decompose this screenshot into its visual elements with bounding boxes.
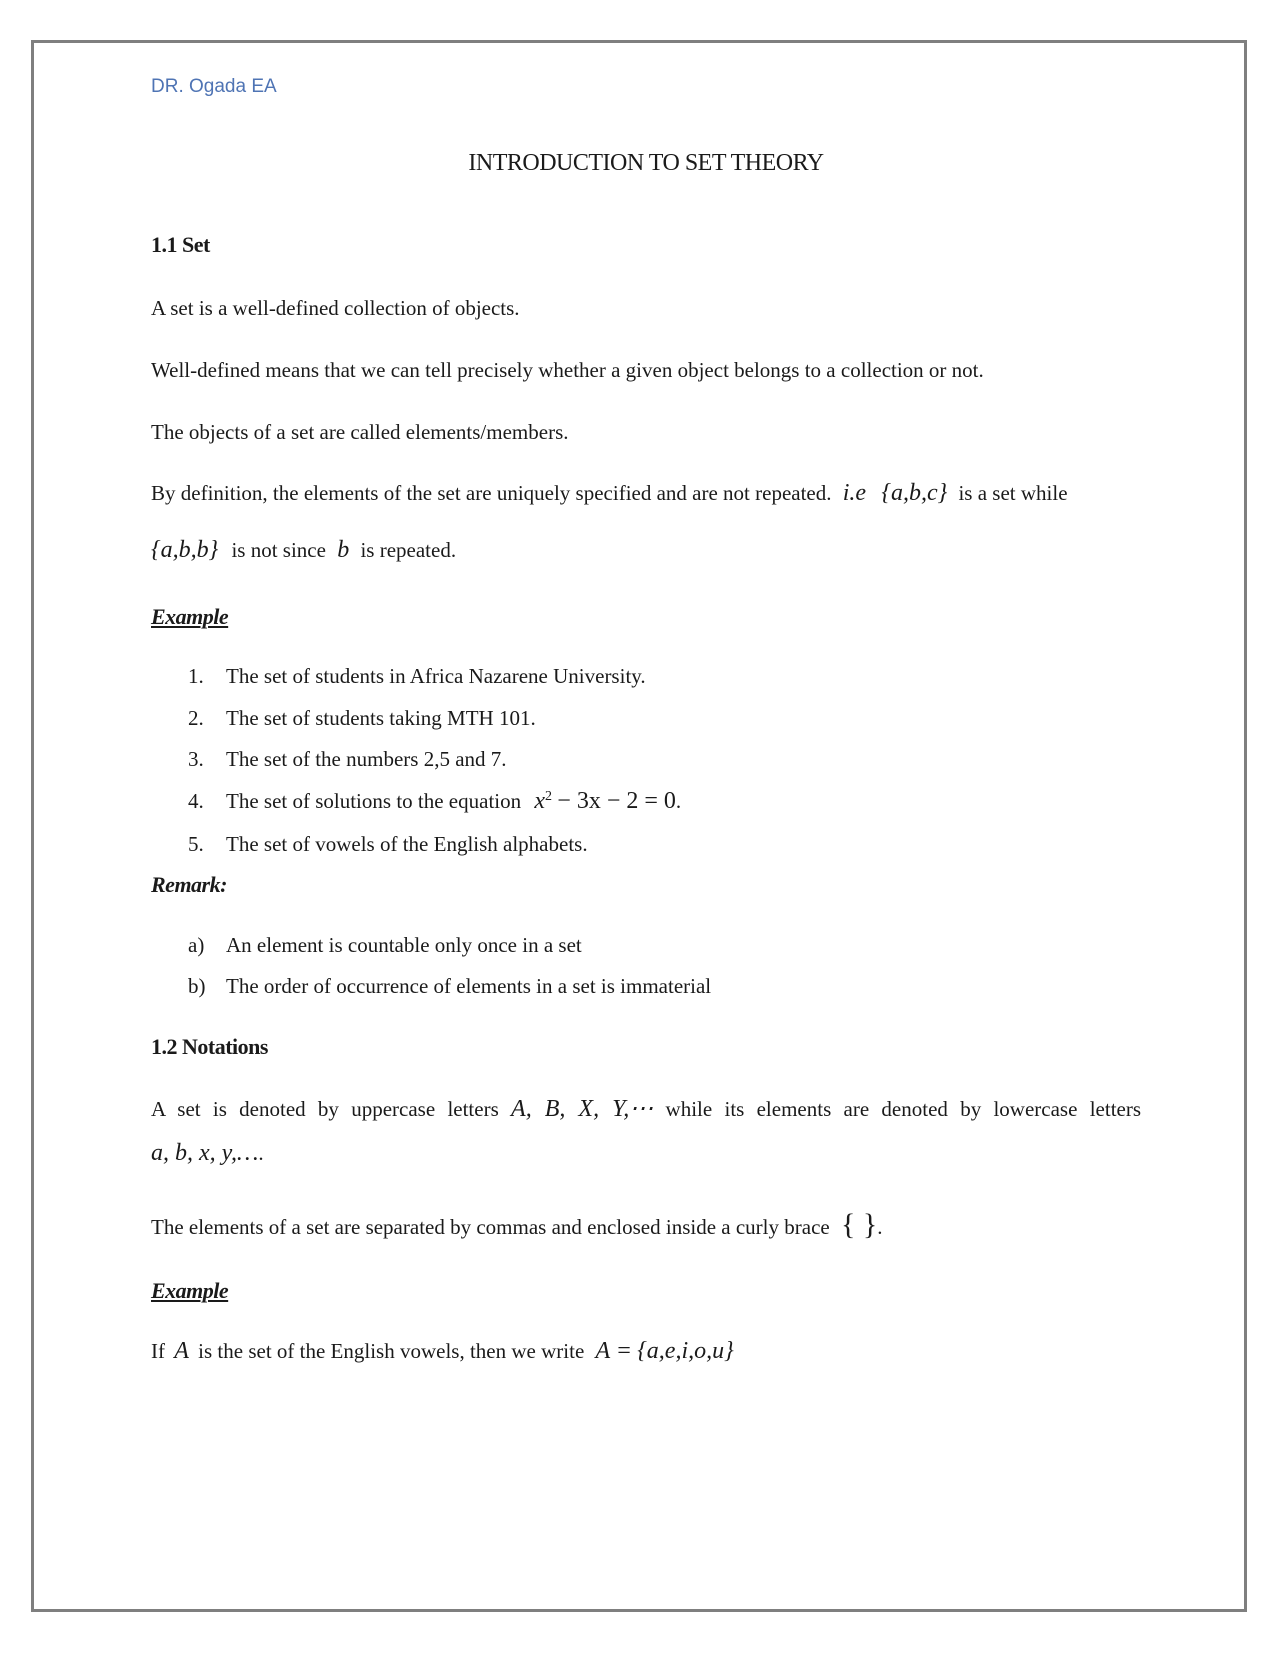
list-item: a) An element is countable only once in a set [188, 933, 582, 957]
example-heading-2: Example [151, 1278, 229, 1303]
paragraph-set-definition: A set is a well-defined collection of objects. [151, 296, 520, 320]
lowercase-letters: a, b, x, y,… [151, 1140, 259, 1166]
example-heading: Example [151, 604, 229, 629]
equation-lhs: A = [595, 1338, 632, 1364]
paragraph-uniqueness [151, 480, 1141, 507]
remark-heading: Remark: [151, 872, 227, 897]
ie-abbrev: i.e [842, 480, 867, 506]
list-item: 2. The set of students taking MTH 101. [188, 706, 536, 730]
uniqueness-text: By definition, the elements of the set are uniquely specified and are not repeated. [151, 481, 832, 505]
list-item: 3. The set of the numbers 2,5 and 7. [188, 747, 507, 771]
paragraph-lowercase: a, b, x, y,…. [151, 1140, 264, 1166]
section-heading-set: 1.1 Set [151, 232, 210, 257]
paragraph-well-defined: Well-defined means that we can tell precisely whether a given object belongs to a collection or not. [151, 358, 984, 382]
equation-rest: − 3x − 2 = 0 [557, 788, 676, 814]
section-heading-notations: 1.2 Notations [151, 1034, 268, 1059]
paragraph-curly-brace: The elements of a set are separated by commas and enclosed inside a curly brace { }. [151, 1208, 883, 1241]
list-item: 5. The set of vowels of the English alphabets. [188, 832, 588, 856]
equation-period: . [675, 789, 682, 813]
paragraph-vowels-example: If A is the set of the English vowels, then we write A = {a,e,i,o,u} [151, 1338, 734, 1364]
curly-brace: { } [840, 1208, 878, 1241]
uppercase-letters: A, B, X, Y,⋯ [511, 1096, 654, 1122]
author-header: DR. Ogada EA [151, 76, 277, 97]
set-abc: {a,b,c} [881, 480, 948, 506]
list-item: 1. The set of students in Africa Nazarene University. [188, 664, 646, 688]
page-border [31, 40, 1247, 1612]
vowel-set: {a,e,i,o,u} [637, 1338, 734, 1364]
repeated-var: b [337, 537, 350, 563]
paragraph-notation-letters: A set is denoted by uppercase letters A, B, X, Y,⋯ while its elements are denoted by lowercase letters [151, 1096, 1142, 1122]
set-variable-a: A [174, 1338, 189, 1364]
repeated-tail: is repeated. [360, 538, 457, 562]
document-title: INTRODUCTION TO SET THEORY [468, 150, 824, 176]
repeated-mid: is not since [231, 538, 326, 562]
equation-exponent: 2 [545, 789, 553, 804]
list-item: b) The order of occurrence of elements in a set is immaterial [188, 974, 712, 998]
list-item: 4. The set of solutions to the equation $x^2 - 3x - 2 = 0$. [188, 788, 682, 814]
equation-x: x [534, 788, 546, 814]
paragraph-repeated [151, 537, 456, 564]
set-abb: {a,b,b} [151, 537, 219, 563]
paragraph-elements: The objects of a set are called elements/members. [151, 420, 569, 444]
uniqueness-tail: is a set while [958, 481, 1068, 505]
